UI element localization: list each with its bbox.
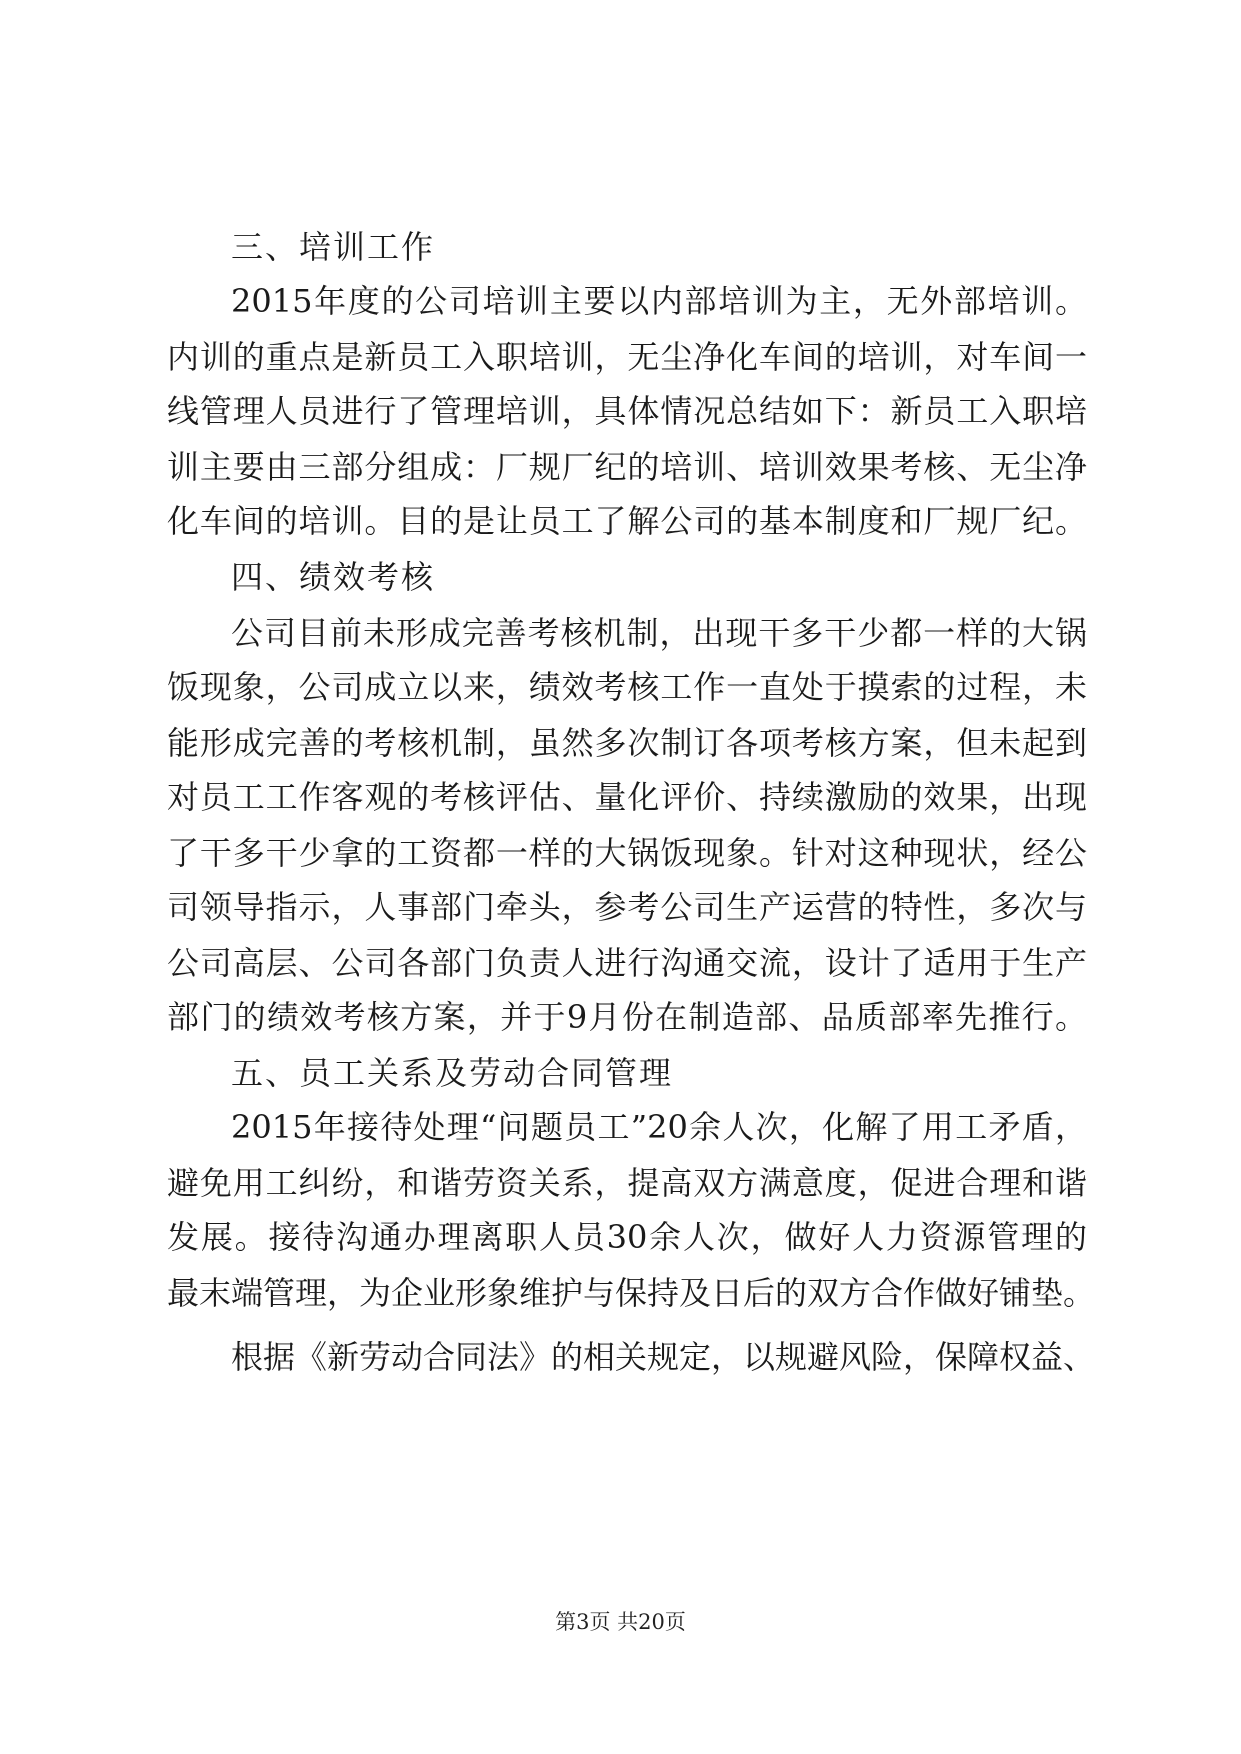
- paragraph-line: 司领导指示，人事部门牵头，参考公司生产运营的特性，多次与: [167, 888, 1087, 926]
- paragraph-line: 公司高层、公司各部门负责人进行沟通交流，设计了适用于生产: [167, 944, 1087, 982]
- paragraph-line: 发展。接待沟通办理离职人员30余人次，做好人力资源管理的: [167, 1218, 1087, 1256]
- paragraph-line: 2015年接待处理“问题员工”20余人次，化解了用工矛盾，: [231, 1108, 1087, 1146]
- paragraph-line: 化车间的培训。目的是让员工了解公司的基本制度和厂规厂纪。: [167, 502, 1087, 540]
- paragraph-line: 避免用工纠纷，和谐劳资关系，提高双方满意度，促进合理和谐: [167, 1164, 1087, 1202]
- paragraph-line: 部门的绩效考核方案，并于9月份在制造部、品质部率先推行。: [167, 998, 1087, 1036]
- page-number-footer: 第3页 共20页: [555, 1610, 686, 1634]
- paragraph-line: 根据《新劳动合同法》的相关规定，以规避风险，保障权益、: [231, 1338, 1096, 1376]
- section-heading-training: 三、培训工作: [231, 228, 436, 266]
- paragraph-line: 能形成完善的考核机制，虽然多次制订各项考核方案，但未起到: [167, 724, 1087, 762]
- paragraph-line: 公司目前未形成完善考核机制，出现干多干少都一样的大锅: [231, 614, 1087, 652]
- paragraph-line: 了干多干少拿的工资都一样的大锅饭现象。针对这种现状，经公: [167, 834, 1087, 872]
- paragraph-line: 内训的重点是新员工入职培训，无尘净化车间的培训，对车间一: [167, 338, 1087, 376]
- paragraph-line: 对员工工作客观的考核评估、量化评价、持续激励的效果，出现: [167, 778, 1087, 816]
- paragraph-line: 最末端管理，为企业形象维护与保持及日后的双方合作做好铺垫。: [167, 1274, 1096, 1312]
- paragraph-line: 饭现象，公司成立以来，绩效考核工作一直处于摸索的过程，未: [167, 668, 1087, 706]
- paragraph-line: 线管理人员进行了管理培训，具体情况总结如下：新员工入职培: [167, 392, 1087, 430]
- paragraph-line: 2015年度的公司培训主要以内部培训为主，无外部培训。: [231, 282, 1087, 320]
- paragraph-line: 训主要由三部分组成：厂规厂纪的培训、培训效果考核、无尘净: [167, 448, 1087, 486]
- section-heading-performance: 四、绩效考核: [231, 558, 436, 596]
- section-heading-employee-relations: 五、员工关系及劳动合同管理: [231, 1054, 674, 1092]
